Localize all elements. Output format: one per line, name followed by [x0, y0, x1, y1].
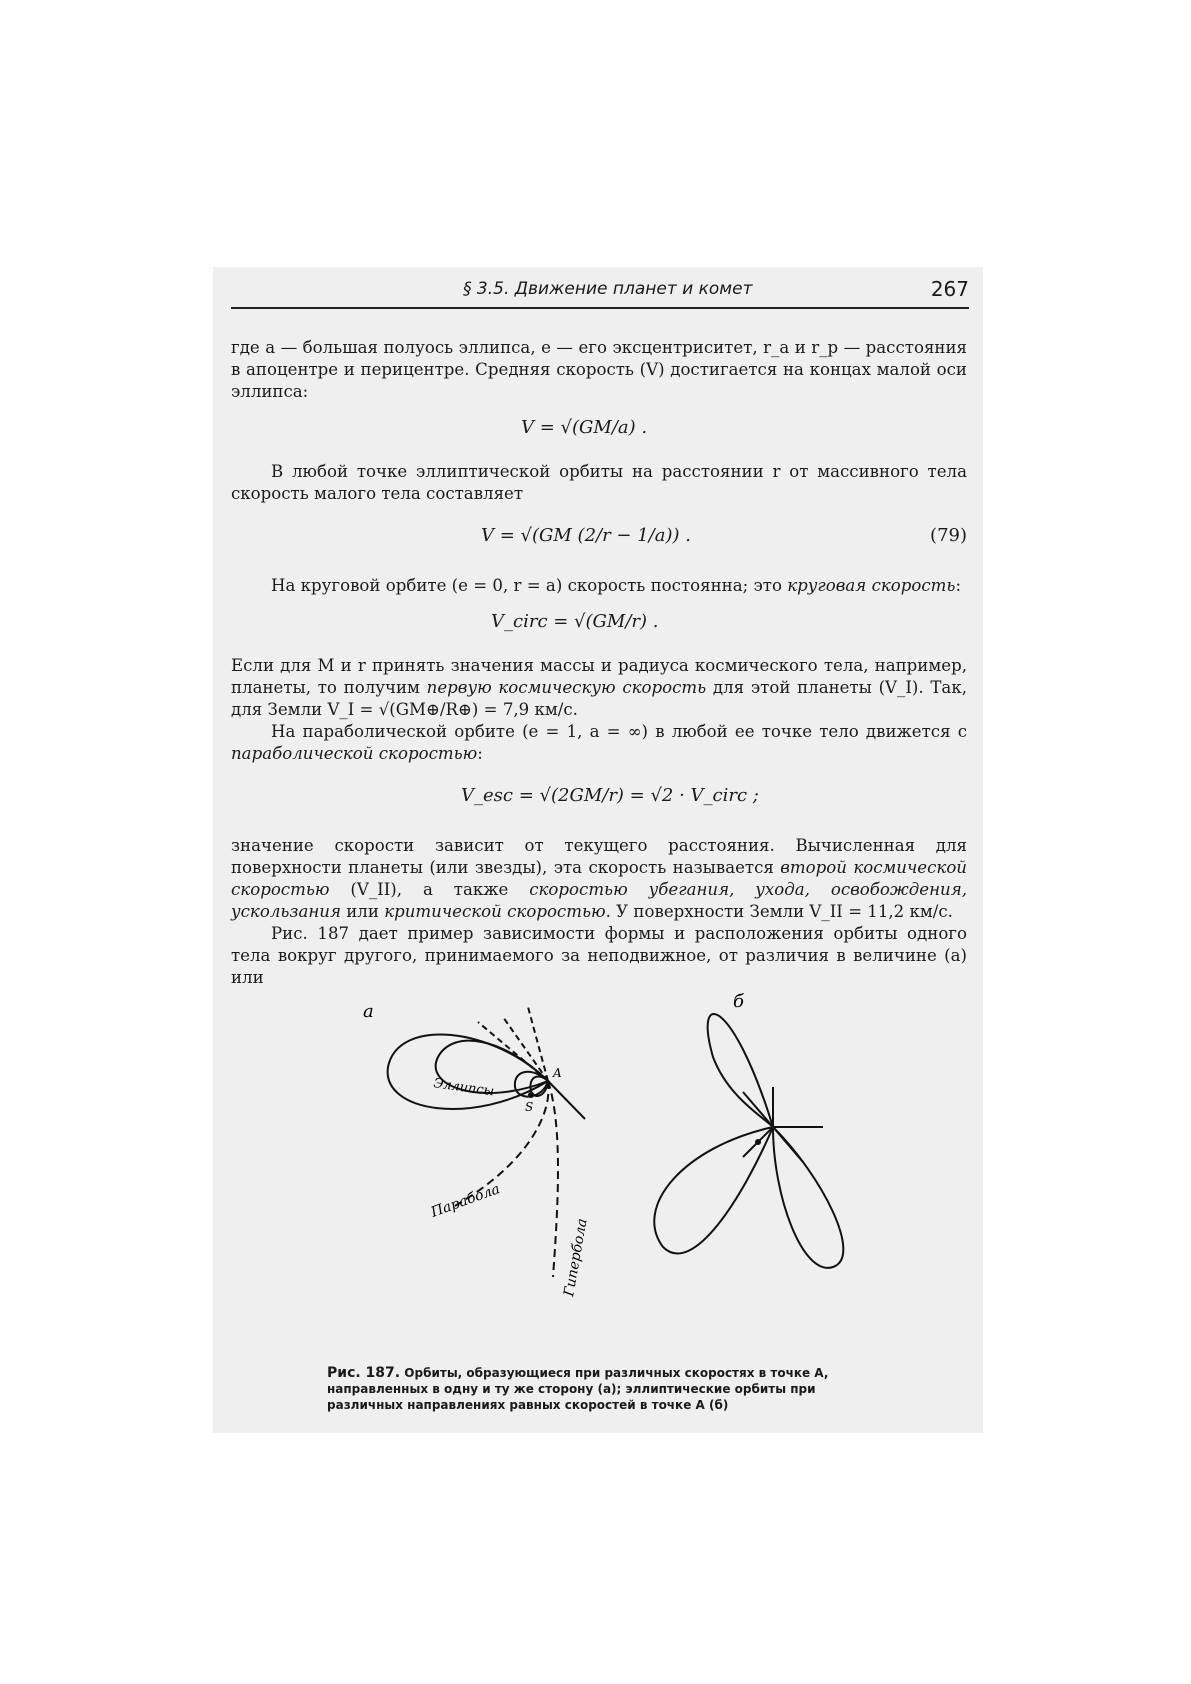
label-parabola: Парабола: [428, 1181, 503, 1221]
text-body: [231, 337, 967, 989]
formula-text: V_circ = √(GM/r) .: [491, 611, 659, 632]
hyperbola-curve: [548, 1081, 558, 1277]
central-body-b: [755, 1139, 761, 1145]
text-run: Если для M и r принять значения массы и радиуса космического тела, например, планеты, то получим: [231, 656, 967, 697]
label-hyperbola: Гипербола: [561, 1217, 591, 1298]
term-second-cosmic-velocity: второй космической скоростью: [231, 858, 967, 899]
formula-circular-velocity: [231, 603, 967, 647]
ellipse-b-3: [773, 1127, 843, 1268]
formula-text: V_esc = √(2GM/r) = √2 · V_circ ;: [461, 785, 759, 806]
formula-79: [231, 511, 967, 567]
dashed-tangent: [528, 1007, 548, 1081]
formula-escape-velocity: [231, 771, 967, 827]
text-run: На круговой орбите (e = 0, r = a) скорость постоянна; это: [271, 576, 788, 595]
caption-text: Орбиты, образующиеся при различных скоростях в точке A, направленных в одну и ту же сторону (а); эллиптические орбиты при различных направлениях равных скоростей в точке A (б): [327, 1366, 829, 1412]
formula-text: V = √(GM (2/r − 1/a)) .: [481, 525, 691, 546]
paragraph-5: [231, 721, 967, 765]
term-first-cosmic-velocity: первую космическую скорость: [426, 678, 707, 697]
section-title: § 3.5. Движение планет и комет: [463, 279, 753, 299]
label-s: S: [525, 1100, 534, 1114]
central-body-a: [528, 1092, 534, 1098]
text-run: или: [340, 902, 385, 921]
term-parabolic-velocity: параболической скоростью: [231, 744, 478, 763]
text-run: значение скорости зависит от текущего расстояния. Вычисленная для поверхности планеты (или звезды), эта скорость называется: [231, 836, 967, 877]
running-header: [231, 277, 969, 309]
velocity-arrow: [773, 1127, 803, 1162]
label-b: б: [733, 991, 744, 1012]
label-point-a: A: [553, 1066, 562, 1080]
text-run: :: [477, 744, 483, 763]
figure-187: [303, 977, 923, 1377]
paragraph-7: Рис. 187 дает пример зависимости формы и расположения орбиты одного тела вокруг другого, принимаемого за неподвижное, от различия в величине (a) или: [231, 924, 967, 987]
text-run: для этой планеты (V_I). Так, для Земли V_I = √(GM⊕/R⊕) = 7,9 км/с.: [231, 678, 967, 719]
paragraph-1: где a — большая полуось эллипса, e — его эксцентриситет, r_a и r_p — расстояния в апоцентре и перицентре. Средняя скорость (V) достигается на концах малой оси эллипса:: [231, 338, 967, 401]
text-run: На параболической орбите (e = 1, a = ∞) в любой ее точке тело движется с: [271, 722, 967, 741]
term-circular-velocity: круговая скорость: [787, 576, 956, 595]
term-critical-velocity: критической скоростью: [384, 902, 606, 921]
book-page: [213, 267, 983, 1433]
paragraph-3: [231, 575, 967, 597]
paragraph-6: [231, 835, 967, 923]
equation-number: (79): [930, 525, 967, 546]
formula-mean-velocity: [231, 409, 967, 453]
text-run: :: [955, 576, 962, 595]
label-ellipses: Эллипсы: [432, 1076, 496, 1100]
figure-caption: [327, 1365, 877, 1413]
parabola-curve: [453, 1081, 549, 1207]
ellipse-b-1: [708, 1014, 773, 1127]
page-number: 267: [930, 277, 969, 301]
paragraph-2: В любой точке эллиптической орбиты на расстоянии r от массивного тела скорость малого тела составляет: [231, 462, 967, 503]
text-run: . У поверхности Земли V_II = 11,2 км/с.: [605, 902, 953, 921]
velocity-arrow: [743, 1092, 773, 1127]
text-run: (V_II), а также: [329, 880, 530, 899]
caption-lead: Рис. 187.: [327, 1365, 401, 1381]
formula-text: V = √(GM/a) .: [521, 417, 648, 438]
paragraph-4: [231, 655, 967, 721]
label-a: а: [363, 1001, 374, 1022]
term-synonyms: скоростью убегания, ухода, освобождения, ускользания: [231, 880, 967, 921]
